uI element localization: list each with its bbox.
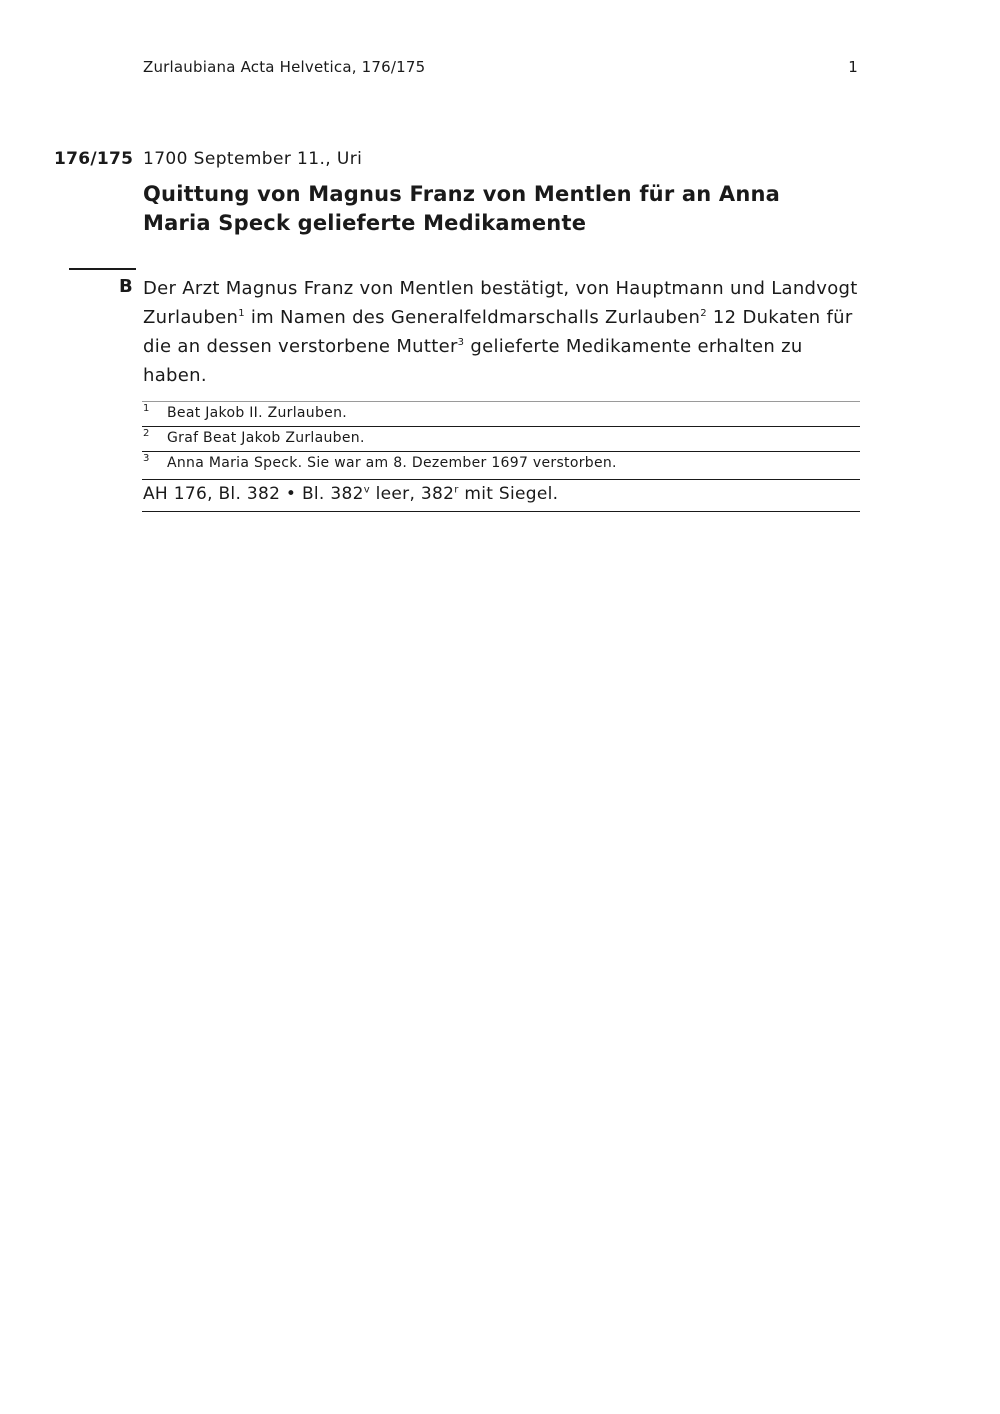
footnote-text: Anna Maria Speck. Sie war am 8. Dezember 1697 verstorben.: [167, 455, 617, 471]
footnote-number: 2: [143, 428, 150, 439]
footnote-number: 3: [143, 453, 150, 464]
document-title: Quittung von Magnus Franz von Mentlen für an Anna Maria Speck gelieferte Medikamente: [143, 182, 781, 235]
page-number: 1: [848, 58, 858, 76]
footnotes: [142, 401, 860, 476]
footnote: [142, 451, 860, 476]
summary-part-2: im Namen des Generalfeldmarschalls Zurlauben: [244, 307, 701, 328]
source-sup-recto: r: [454, 484, 459, 496]
footnote-ref-2[interactable]: 2: [700, 308, 707, 319]
summary-marker: B: [119, 276, 133, 297]
marker-rule: [69, 268, 136, 270]
running-head: [143, 58, 858, 80]
source-part-1: AH 176, Bl. 382 • Bl. 382: [143, 484, 364, 504]
source-part-2: leer, 382: [369, 484, 455, 504]
summary-text: [143, 274, 863, 390]
summary-part-4: gelieferte Medikamente erhalten zu haben.: [143, 336, 803, 386]
footnote-number: 1: [143, 403, 150, 414]
source-text: [143, 484, 558, 504]
source-sup-verso: v: [363, 484, 370, 496]
summary-part-1: Der Arzt Magnus Franz von Mentlen bestätigt, von Hauptmann und Landvogt Zurlauben: [143, 278, 858, 328]
footnote-ref-1[interactable]: 1: [238, 308, 245, 319]
source-part-3: mit Siegel.: [458, 484, 559, 504]
footnote-ref-3[interactable]: 3: [457, 337, 465, 348]
document-date: 1700 September 11., Uri: [143, 149, 363, 169]
footnote: [142, 426, 860, 451]
summary-part-3: 12 Dukaten für die an dessen verstorbene Mutter: [143, 307, 853, 357]
footnote-text: Graf Beat Jakob Zurlauben.: [167, 430, 365, 446]
source-line: [142, 479, 860, 512]
running-head-title: Zurlaubiana Acta Helvetica, 176/175: [143, 58, 426, 76]
footnote: [142, 401, 860, 426]
footnote-text: Beat Jakob II. Zurlauben.: [167, 405, 347, 421]
document-number: 176/175: [54, 149, 134, 169]
